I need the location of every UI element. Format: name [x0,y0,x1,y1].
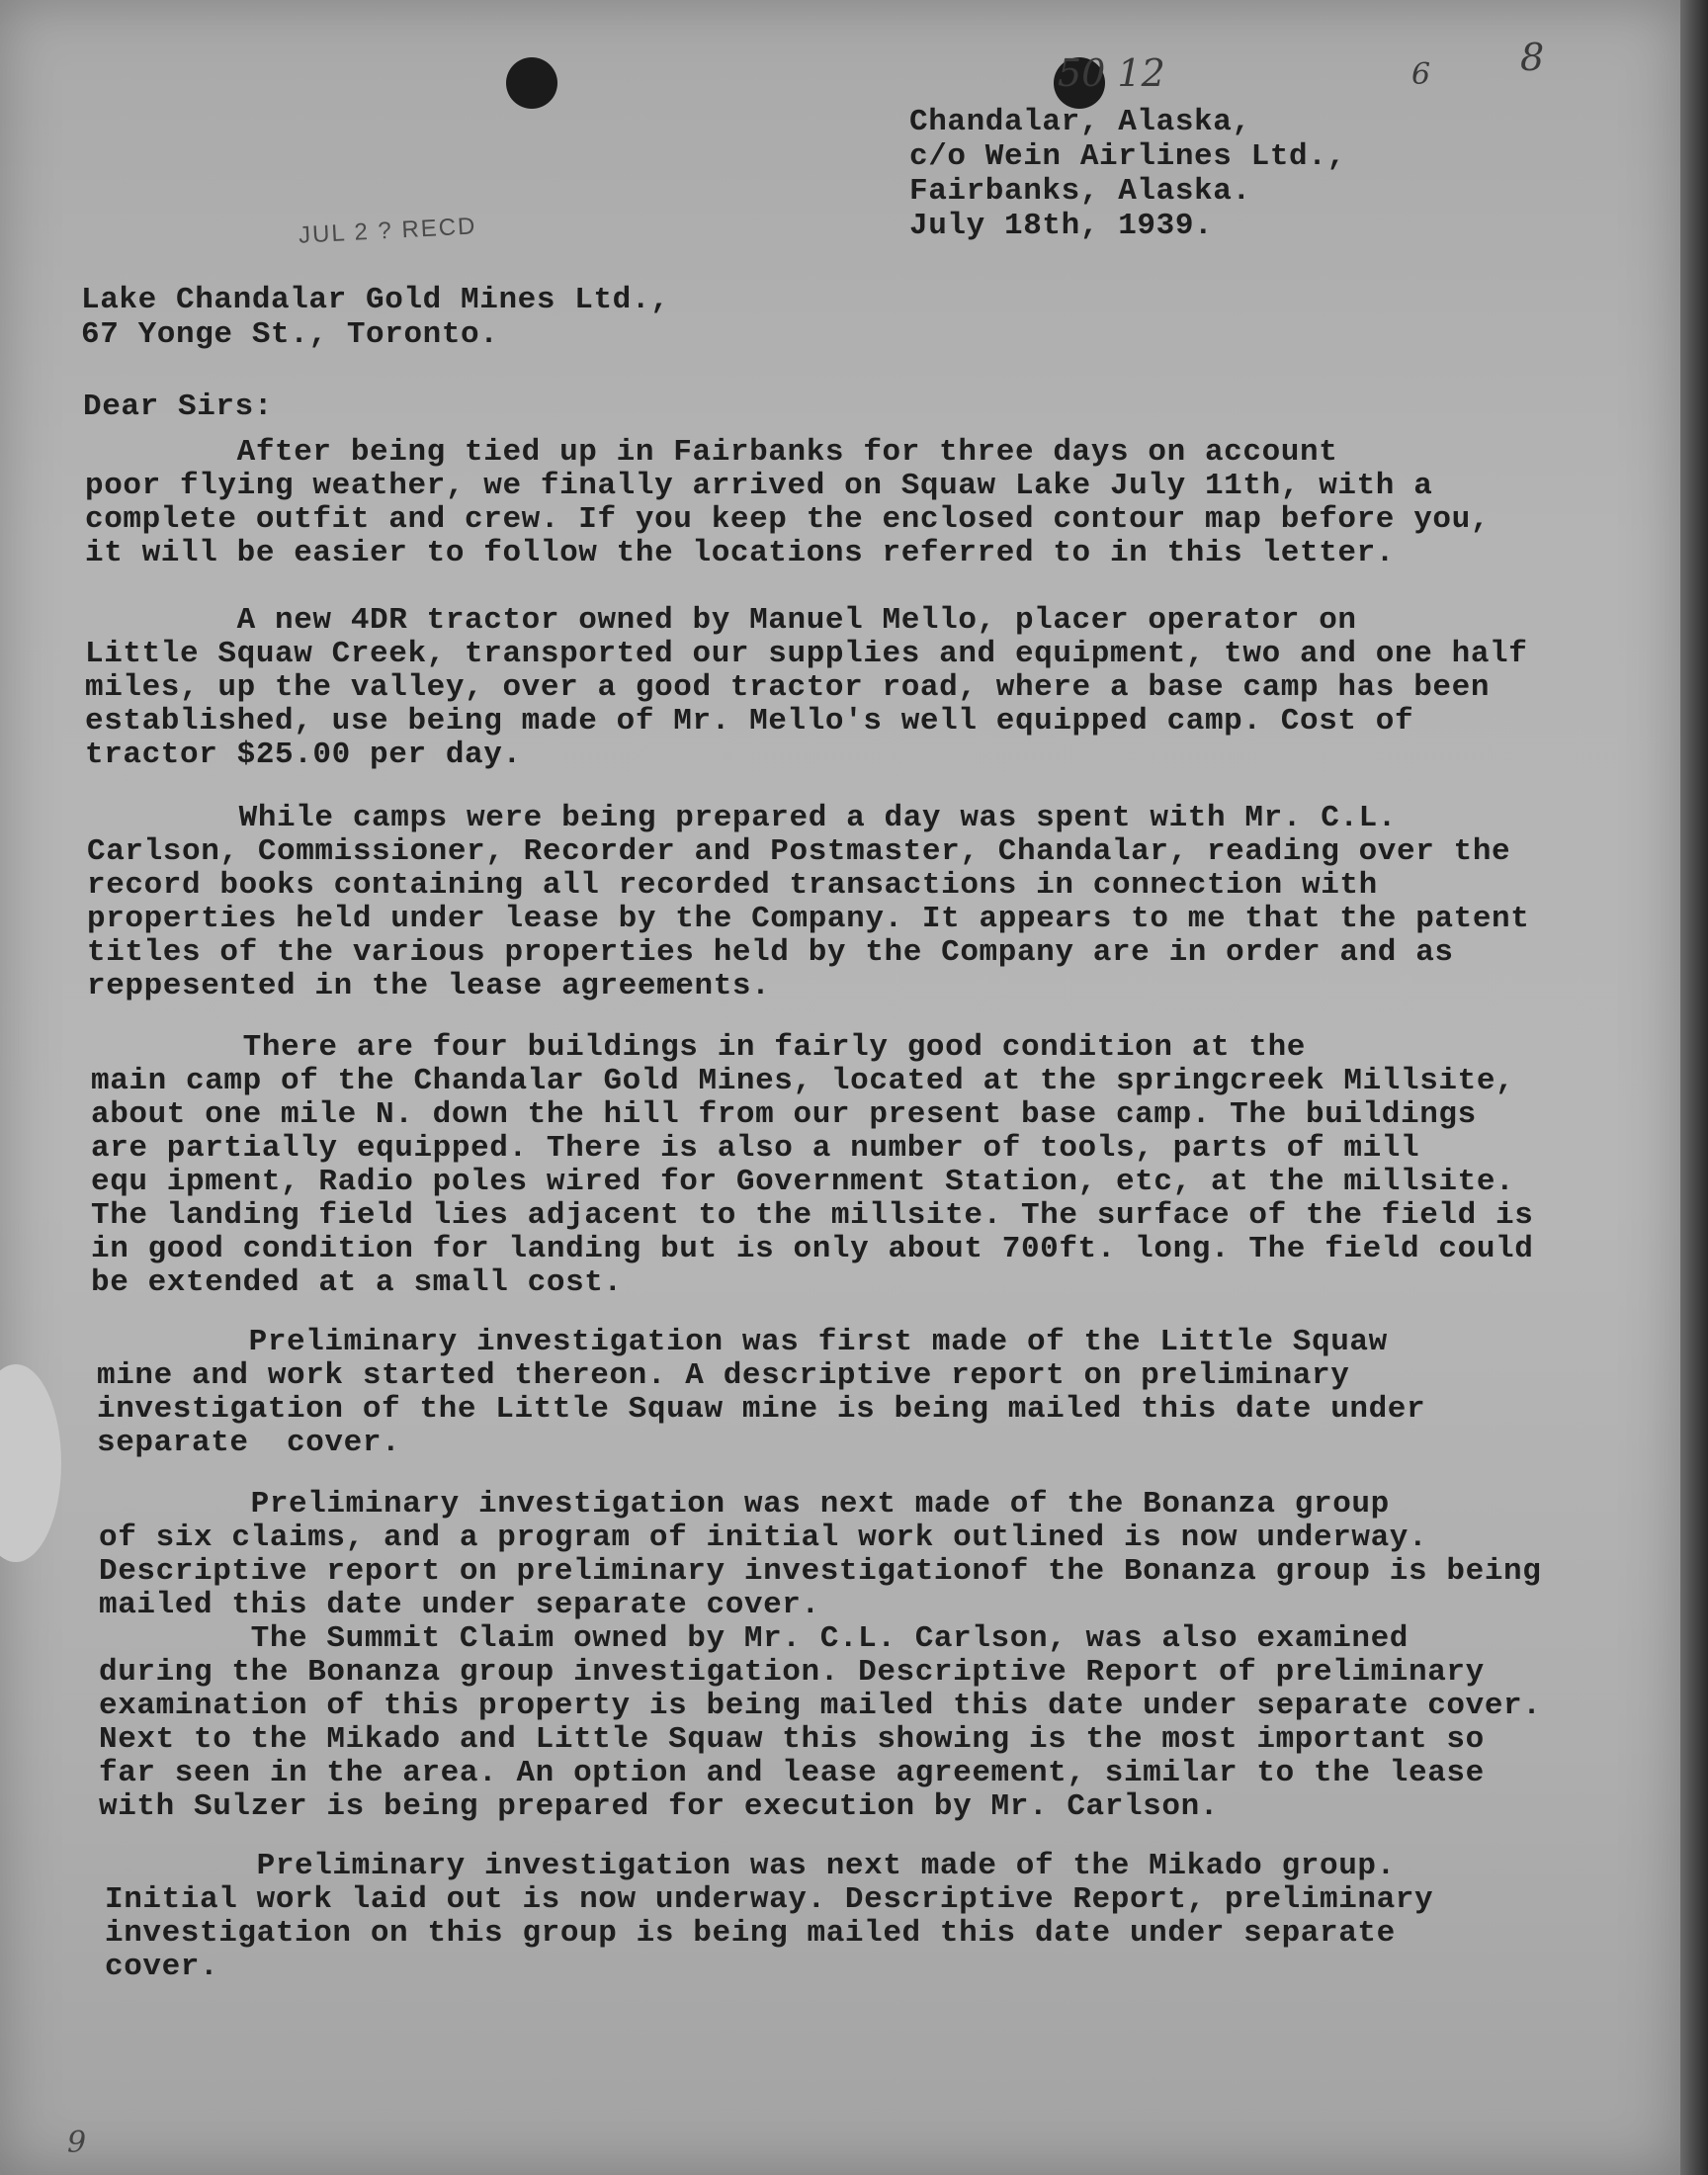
body-line: Initial work laid out is now underway. Descriptive Report, preliminary [105,1882,1434,1917]
body-line: miles, up the valley, over a good tractor road, where a base camp has been [85,670,1491,705]
body-line: it will be easier to follow the locations referred to in this letter. [85,536,1396,570]
body-line: are partially equipped. There is also a number of tools, parts of mill [91,1131,1420,1166]
sender-address-line: c/o Wein Airlines Ltd., [909,139,1346,174]
body-line: There are four buildings in fairly good condition at the [91,1030,1306,1065]
body-line: in good condition for landing but is only about 700ft. long. The field could [91,1232,1534,1266]
body-line: Next to the Mikado and Little Squaw this showing is the most important so [99,1722,1485,1757]
body-line: complete outfit and crew. If you keep the enclosed contour map before you, [85,502,1491,537]
page-mark-a: 6 [1411,57,1431,92]
body-line: The landing field lies adjacent to the millsite. The surface of the field is [91,1198,1534,1233]
body-line: reppesented in the lease agreements. [87,969,771,1003]
body-line: far seen in the area. An option and lease agreement, similar to the lease [99,1756,1485,1790]
recipient-line: 67 Yonge St., Toronto. [81,317,499,352]
body-line: A new 4DR tractor owned by Manuel Mello, placer operator on [85,603,1357,638]
body-line: Little Squaw Creek, transported our supplies and equipment, two and one half [85,637,1528,671]
body-line: established, use being made of Mr. Mello's well equipped camp. Cost of [85,704,1414,739]
body-line: Preliminary investigation was next made of the Mikado group. [105,1849,1396,1883]
letter-date: July 18th, 1939. [909,209,1214,243]
body-line: examination of this property is being mailed this date under separate cover. [99,1689,1542,1723]
received-stamp: JUL 2 ? RECD [298,213,478,249]
body-line: with Sulzer is being prepared for execution by Mr. Carlson. [99,1789,1219,1824]
body-line: poor flying weather, we finally arrived on Squaw Lake July 11th, with a [85,469,1433,503]
body-line: about one mile N. down the hill from our present base camp. The buildings [91,1097,1477,1132]
body-line: Preliminary investigation was first made of the Little Squaw [97,1325,1388,1359]
body-line: cover. [105,1950,219,1984]
sender-address-line: Chandalar, Alaska, [909,105,1251,139]
body-line: While camps were being prepared a day was spent with Mr. C.L. [87,801,1398,835]
body-line: properties held under lease by the Company. It appears to me that the patent [87,902,1530,936]
body-line: Preliminary investigation was next made of the Bonanza group [99,1487,1390,1522]
page-mark-b: 8 [1520,36,1545,79]
punch-hole-left [506,57,557,109]
recipient-line: Lake Chandalar Gold Mines Ltd., [81,283,670,317]
body-line: mailed this date under separate cover. [99,1588,820,1622]
body-line: titles of the various properties held by the Company are in order and as [87,935,1454,970]
body-line: mine and work started thereon. A descriptive report on preliminary [97,1358,1350,1393]
body-line: investigation of the Little Squaw mine is being mailed this date under [97,1392,1426,1427]
salutation: Dear Sirs: [83,390,274,424]
paper-edge-notch [0,1364,61,1562]
body-line: separate cover. [97,1426,401,1460]
sender-address-line: Fairbanks, Alaska. [909,174,1251,209]
body-line: record books containing all recorded transactions in connection with [87,868,1378,903]
body-line: Descriptive report on preliminary investigationof the Bonanza group is being [99,1554,1542,1589]
scan-edge [1680,0,1708,2175]
body-line: Carlson, Commissioner, Recorder and Postmaster, Chandalar, reading over the [87,834,1511,869]
body-line: during the Bonanza group investigation. Descriptive Report of preliminary [99,1655,1485,1690]
file-number-mark: 50 12 [1058,51,1165,95]
body-line: After being tied up in Fairbanks for three days on account [85,435,1338,470]
body-line: tractor $25.00 per day. [85,738,522,772]
body-line: of six claims, and a program of initial work outlined is now underway. [99,1521,1428,1555]
body-line: equ ipment, Radio poles wired for Government Station, etc, at the millsite. [91,1165,1515,1199]
body-line: The Summit Claim owned by Mr. C.L. Carlson, was also examined [99,1621,1409,1656]
footer-pencil-mark: 9 [67,2126,87,2160]
body-line: investigation on this group is being mailed this date under separate [105,1916,1396,1951]
body-line: main camp of the Chandalar Gold Mines, located at the springcreek Millsite, [91,1064,1515,1098]
body-line: be extended at a small cost. [91,1265,623,1300]
